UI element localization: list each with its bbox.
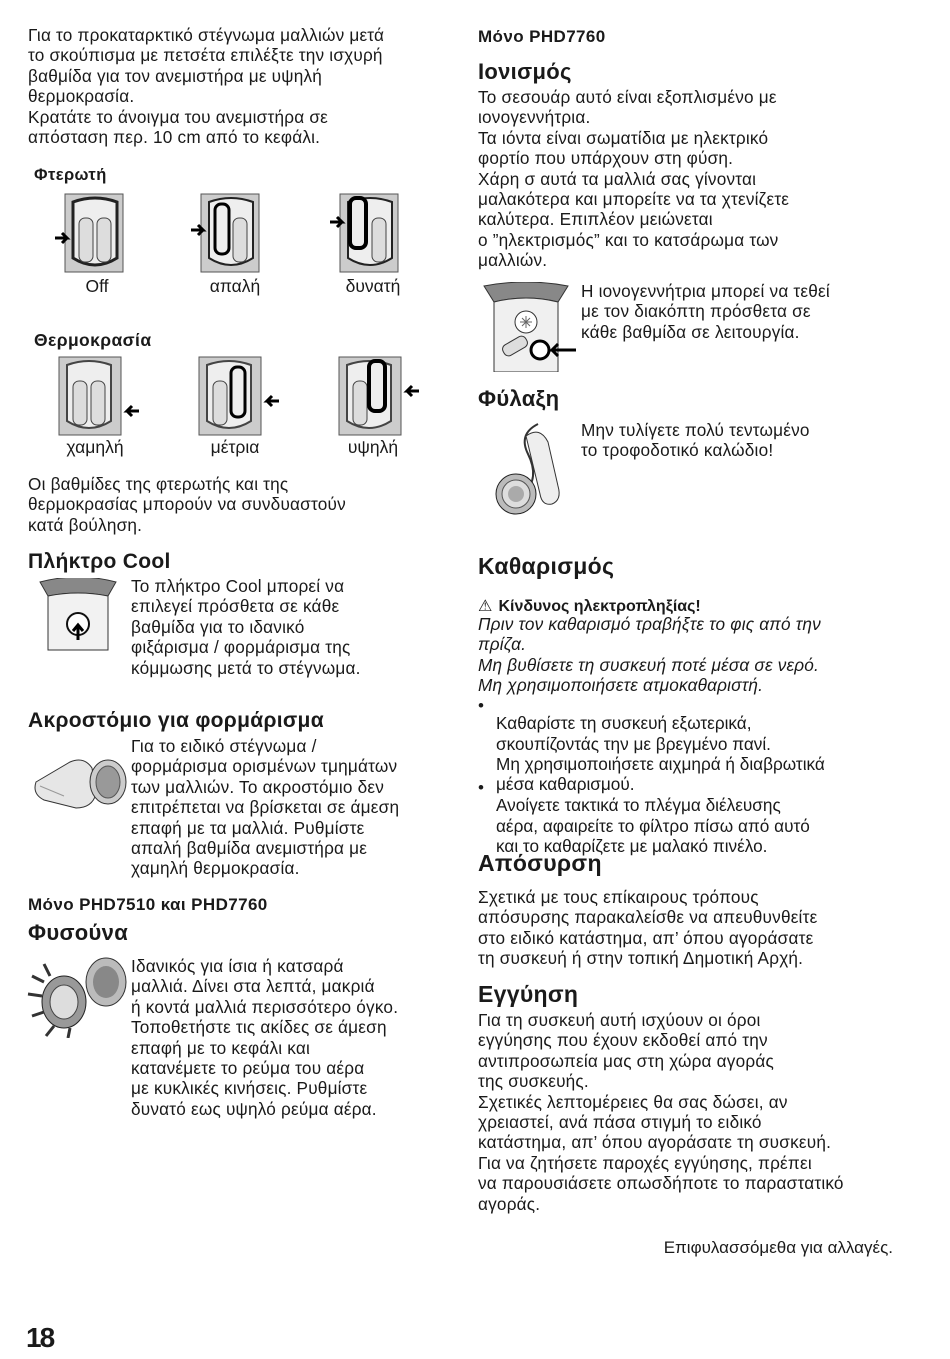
warning-text: Πριν τον καθαρισμό τραβήξτε το φις από την πρίζα. Μη βυθίσετε τη συσκευή ποτέ μέσα σε νερό. Μη χρησιμοποιήσετε ατμοκαθαριστή.	[478, 614, 821, 696]
temp-label-high: υψηλή	[347, 437, 399, 457]
switch-panel-icon	[55, 355, 140, 437]
ion-text: Το σεσουάρ αυτό είναι εξοπλισμένο με ιονογεννήτρια. Τα ιόντα είναι σωματίδια με ηλεκτρικό φορτίο που υπάρχουν στη φύση. Χάρη σ αυτά τα μαλλιά σας γίνονται μαλακότερα και μπορείτε να τα χτενίζετε καλύτερα. Επιπλέον μειώνεται ο ”ηλεκτρισμός” και το κατσάρωμα των μαλλιών.	[478, 87, 790, 271]
concentrator-nozzle-icon	[30, 748, 130, 816]
nozzle-text: Για το ειδικό στέγνωμα / φορμάρισμα ορισμένων τμημάτων των μαλλιών. Το ακροστόμιο δεν επιτρέπεται να βρίσκεται σε άμεση επαφή με τα μαλλιά. Ρυθμίστε απαλή βαθμίδα ανεμιστήρα με χαμηλή θερμοκρασία.	[131, 736, 400, 879]
warranty-heading: Εγγύηση	[478, 981, 579, 1007]
cool-text: Το πλήκτρο Cool μπορεί να επιλεγεί πρόσθετα σε κάθε βαθμίδα για το ιδανικό φιξάρισμα / φορμάρισμα της κόμμωσης μετά το στέγνωμα.	[131, 576, 361, 678]
bullet-marker: •	[478, 696, 484, 715]
bullet-marker: •	[478, 778, 484, 797]
dryer-cool-button-icon	[36, 578, 126, 653]
diffuser-icon	[26, 952, 130, 1038]
fan-label-strong: δυνατή	[345, 276, 401, 296]
ion-heading: Ιονισμός	[478, 59, 572, 84]
diffuser-heading: Φυσούνα	[28, 920, 129, 945]
warranty-text: Για τη συσκευή αυτή ισχύουν οι όροι εγγύησης που έχουν εκδοθεί από την αντιπροσωπεία μας στη χώρα αγοράς της συσκευής. Σχετικές λεπτομέρειες θα σας δώσει, αν χρειαστεί, ανά πάσα στιγμή το ειδικό κατάστημα, απ’ όπου αγοράσατε τη συσκευή. Για να ζητήσετε παροχές εγγύησης, πρέπει να παρουσιάσετε οπωσδήποτε το παραστατικό αγοράς.	[478, 1010, 844, 1214]
ion-switch-text: Η ιονογεννήτρια μπορεί να τεθεί με τον διακόπτη πρόσθετα σε κάθε βαθμίδα σε λειτουργία.	[581, 281, 830, 342]
ion-switch-icon	[482, 282, 578, 372]
cord-storage-icon	[486, 420, 578, 520]
intro-text: Για το προκαταρκτικό στέγνωμα μαλλιών μετά το σκούπισμα με πετσέτα επιλέξτε την ισχυρή βαθμίδα για τον ανεμιστήρα με υψηλή θερμοκρασία. Κρατάτε το άνοιγμα του ανεμιστήρα σε απόσταση περ. 10 cm από το κεφάλι.	[28, 25, 385, 148]
temp-label-low: χαμηλή	[66, 437, 124, 457]
switch-panel-icon	[335, 355, 420, 437]
fan-label-soft: απαλή	[209, 276, 261, 296]
switch-panel-icon	[191, 192, 271, 274]
diffuser-text: Ιδανικός για ίσια ή κατσαρά μαλλιά. Δίνει στα λεπτά, μακριά ή κοντά μαλλιά περισσότερο όγκο. Τοποθετήστε τις ακίδες σε άμεση επαφή με το κεφάλι και κατανέμετε το ρεύμα του αέρα με κυκλικές κινήσεις. Ρυθμίστε δυνατό εως υψηλό ρεύμα αέρα.	[131, 956, 399, 1119]
model-note: Μόνο PHD7760	[478, 27, 606, 46]
disposal-heading: Απόσυρση	[478, 850, 602, 876]
page-number: 18	[26, 1322, 54, 1353]
switch-panel-icon	[55, 192, 135, 274]
warning-title: Κίνδυνος ηλεκτροπληξίας!	[498, 598, 701, 615]
storage-heading: Φύλαξη	[478, 386, 560, 411]
fan-label-off: Off	[85, 276, 109, 296]
cleaning-heading: Καθαρισμός	[478, 553, 615, 579]
storage-text: Μην τυλίγετε πολύ τεντωμένο το τροφοδοτικό καλώδιο!	[581, 420, 810, 461]
temperature-heading: Θερμοκρασία	[34, 330, 152, 350]
warning-triangle-icon: ⚠	[478, 598, 493, 615]
switch-panel-icon	[195, 355, 280, 437]
warning-line	[478, 596, 701, 616]
combine-text: Οι βαθμίδες της φτερωτής και της θερμοκρασίας μπορούν να συνδυαστούν κατά βούληση.	[28, 474, 346, 535]
cool-heading: Πλήκτρο Cool	[28, 550, 171, 573]
bullet-item: Ανοίγετε τακτικά το πλέγμα διέλευσης αέρα, αφαιρείτε το φίλτρο πίσω από αυτό και το καθαρίζετε με μαλακό πινέλο.	[496, 795, 810, 856]
disposal-text: Σχετικά με τους επίκαιρους τρόπους απόσυρσης παρακαλείσθε να απευθυνθείτε στο ειδικό κατάστημα, απ’ όπου αγοράσατε τη συσκευή ή στην τοπική Δημοτική Αρχή.	[478, 887, 818, 969]
models-note: Μόνο PHD7510 και PHD7760	[28, 895, 268, 914]
fan-heading: Φτερωτή	[34, 166, 107, 184]
bullet-item: Καθαρίστε τη συσκευή εξωτερικά, σκουπίζοντάς την με βρεγμένο πανί. Μη χρησιμοποιήσετε αιχμηρά ή διαβρωτικά μέσα καθαρισμού.	[496, 713, 825, 795]
temp-label-medium: μέτρια	[210, 437, 260, 457]
nozzle-heading: Ακροστόμιο για φορμάρισμα	[28, 709, 324, 732]
switch-panel-icon	[330, 192, 410, 274]
footer-note: Επιφυλασσόμεθα για αλλαγές.	[663, 1238, 893, 1257]
